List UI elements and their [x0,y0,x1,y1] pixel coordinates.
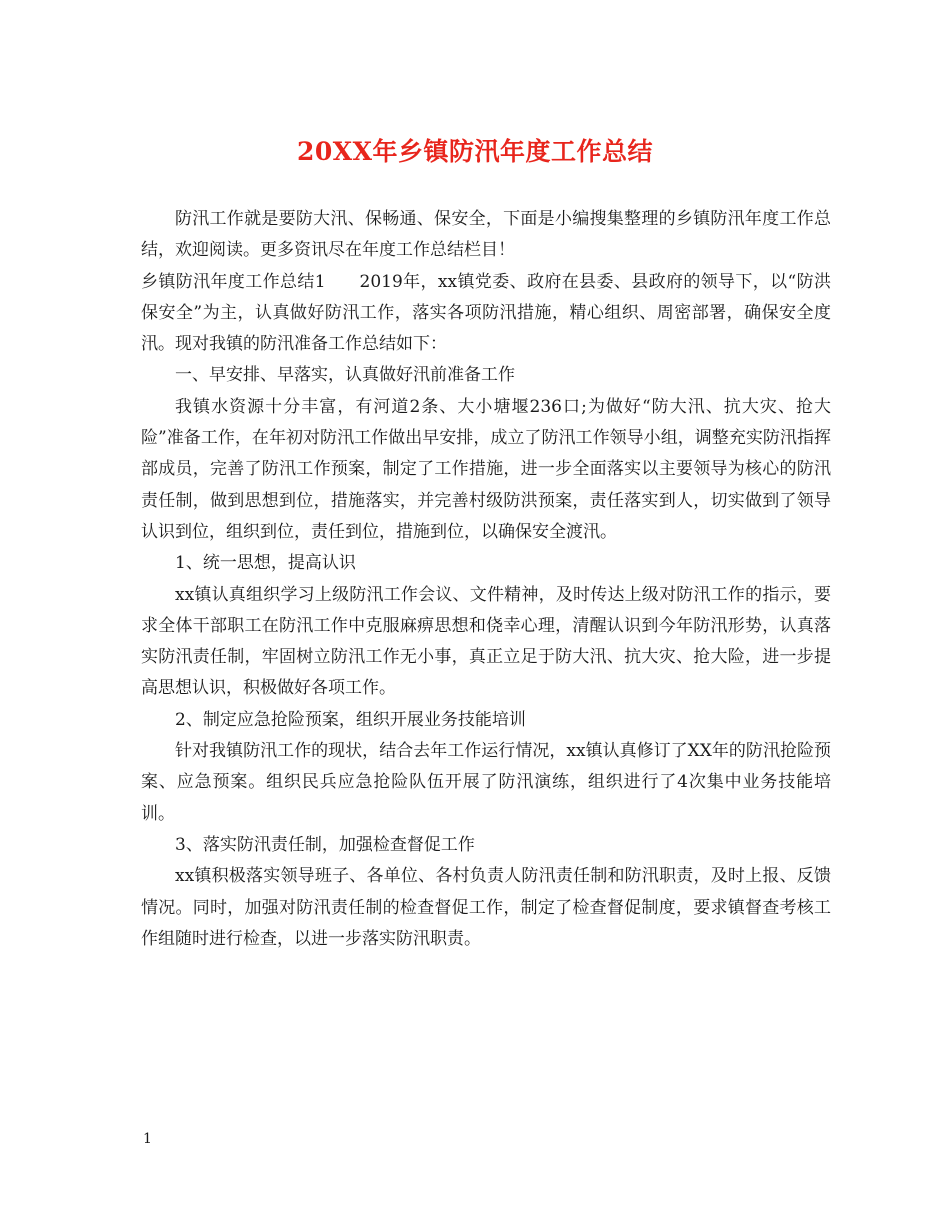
section-heading-1: 一、早安排、早落实，认真做好汛前准备工作 [175,365,515,386]
subheading-2: 2、制定应急抢险预案，组织开展业务技能培训 [175,709,526,730]
paragraph-water-resources: 我镇水资源十分丰富，有河道2条、大小塘堰236口;为做好“防大汛、抗大灾、抢大险”准备工作，在年初对防汛工作做出早安排，成立了防汛工作领导小组，调整充实防汛指挥部成员，完善了防汛工作预案，制定了工作措施，进一步全面落实以主要领导为核心的防汛责任制，做到思想到位，措施落实，并完善村级防洪预案，责任落实到人，切实做到了领导认识到位，组织到位，责任到位，措施到位，以确保安全渡汛。 [141,396,831,542]
document-title: 20XX年乡镇防汛年度工作总结 [296,137,654,166]
summary-1-text: 2019年，xx镇党委、政府在县委、县政府的领导下，以“防洪保安全”为主，认真做好防汛工作，落实各项防汛措施，精心组织、周密部署，确保安全度汛。现对我镇的防汛准备工作总结如下： [141,271,831,355]
paragraph-responsibility: xx镇积极落实领导班子、各单位、各村负责人防汛责任制和防汛职责，及时上报、反馈情况。同时，加强对防汛责任制的检查督促工作，制定了检查督促制度，要求镇督查考核工作组随时进行检查，以进一步落实防汛职责。 [141,866,831,949]
paragraph-plan: 针对我镇防汛工作的现状，结合去年工作运行情况，xx镇认真修订了XX年的防汛抢险预案、应急预案。组织民兵应急抢险队伍开展了防汛演练，组织进行了4次集中业务技能培训。 [141,741,831,824]
document-body [141,204,831,955]
paragraph-thought: xx镇认真组织学习上级防汛工作会议、文件精神，及时传达上级对防汛工作的指示，要求全体干部职工在防汛工作中克服麻痹思想和侥幸心理，清醒认识到今年防汛形势，认真落实防汛责任制，牢固树立防汛工作无小事，真正立足于防大汛、抗大灾、抢大险，进一步提高思想认识，积极做好各项工作。 [141,584,831,699]
subheading-1: 1、统一思想，提高认识 [175,553,356,574]
subheading-3: 3、落实防汛责任制，加强检查督促工作 [175,834,475,855]
summary-1-label: 乡镇防汛年度工作总结1 [141,271,326,292]
page-number: 1 [143,1131,152,1147]
paragraph-summary-1 [141,267,831,361]
paragraph-intro: 防汛工作就是要防大汛、保畅通、保安全，下面是小编搜集整理的乡镇防汛年度工作总结，欢迎阅读。更多资讯尽在年度工作总结栏目！ [141,209,831,261]
